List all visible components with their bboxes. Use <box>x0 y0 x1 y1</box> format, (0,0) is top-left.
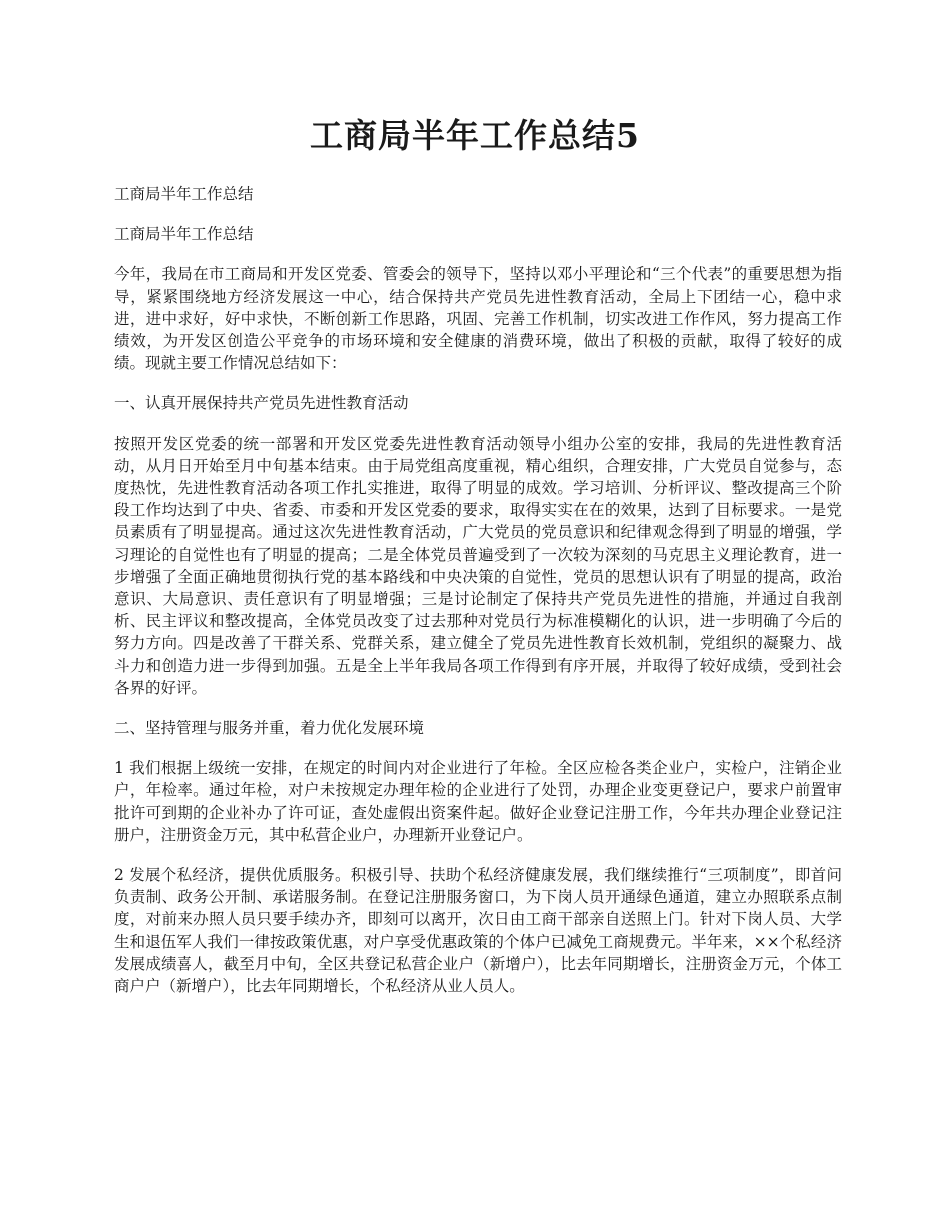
section-1-paragraph: 按照开发区党委的统一部署和开发区党委先进性教育活动领导小组办公室的安排，我局的先进性教育活动，从月日开始至月中旬基本结束。由于局党组高度重视，精心组织，合理安排，广大党员自觉参与，态度热忱，先进性教育活动各项工作扎实推进，取得了明显的成效。学习培训、分析评议、整改提高三个阶段工作均达到了中央、省委、市委和开发区党委的要求，取得实实在在的效果，达到了目标要求。一是党员素质有了明显提高。通过这次先进性教育活动，广大党员的党员意识和纪律观念得到了明显的增强，学习理论的自觉性也有了明显的提高；二是全体党员普遍受到了一次较为深刻的马克思主义理论教育，进一步增强了全面正确地贯彻执行党的基本路线和中央决策的自觉性，党员的思想认识有了明显的提高，政治意识、大局意识、责任意识有了明显增强；三是讨论制定了保持共产党员先进性的措施，并通过自我剖析、民主评议和整改提高，全体党员改变了过去那种对党员行为标准模糊化的认识，进一步明确了今后的努力方向。四是改善了干群关系、党群关系，建立健全了党员先进性教育长效机制，党组织的凝聚力、战斗力和创造力进一步得到加强。五是全上半年我局各项工作得到有序开展，并取得了较好成绩，受到社会各界的好评。 <box>114 434 842 697</box>
section-heading-1: 一、认真开展保持共产党员先进性教育活动 <box>114 394 409 413</box>
section-heading-2: 二、坚持管理与服务并重，着力优化发展环境 <box>114 719 425 738</box>
section-2-item-1: 1 我们根据上级统一安排，在规定的时间内对企业进行了年检。全区应检各类企业户，实检户，注销企业户，年检率。通过年检，对户未按规定办理年检的企业进行了处罚，办理企业变更登记户，要求户前置审批许可到期的企业补办了许可证，查处虚假出资案件起。做好企业登记注册工作，今年共办理企业登记注册户，注册资金万元，其中私营企业户，办理新开业登记户。 <box>114 759 842 844</box>
section-2-item-2: 2 发展个私经济，提供优质服务。积极引导、扶助个私经济健康发展，我们继续推行“三项制度”，即首问负责制、政务公开制、承诺服务制。在登记注册服务窗口，为下岗人员开通绿色通道，建立办照联系点制度，对前来办照人员只要手续办齐，即刻可以离开，次日由工商干部亲自送照上门。针对下岗人员、大学生和退伍军人我们一律按政策优惠，对户享受优惠政策的个体户已减免工商规费元。半年来，××个私经济发展成绩喜人，截至月中旬，全区共登记私营企业户（新增户），比去年同期增长，注册资金万元，个体工商户户（新增户），比去年同期增长，个私经济从业人员人。 <box>114 866 842 996</box>
intro-paragraph: 今年，我局在市工商局和开发区党委、管委会的领导下，坚持以邓小平理论和“三个代表”的重要思想为指导，紧紧围绕地方经济发展这一中心，结合保持共产党员先进性教育活动，全局上下团结一心，稳中求进，进中求好，好中求快，不断创新工作思路，巩固、完善工作机制，切实改进工作作风，努力提高工作绩效，为开发区创造公平竞争的市场环境和安全健康的消费环境，做出了积极的贡献，取得了较好的成绩。现就主要工作情况总结如下： <box>114 265 842 373</box>
subtitle-line-2: 工商局半年工作总结 <box>114 225 254 244</box>
subtitle-line-1: 工商局半年工作总结 <box>114 185 254 203</box>
document-body <box>114 183 842 1015</box>
document-title: 工商局半年工作总结5 <box>310 116 640 155</box>
